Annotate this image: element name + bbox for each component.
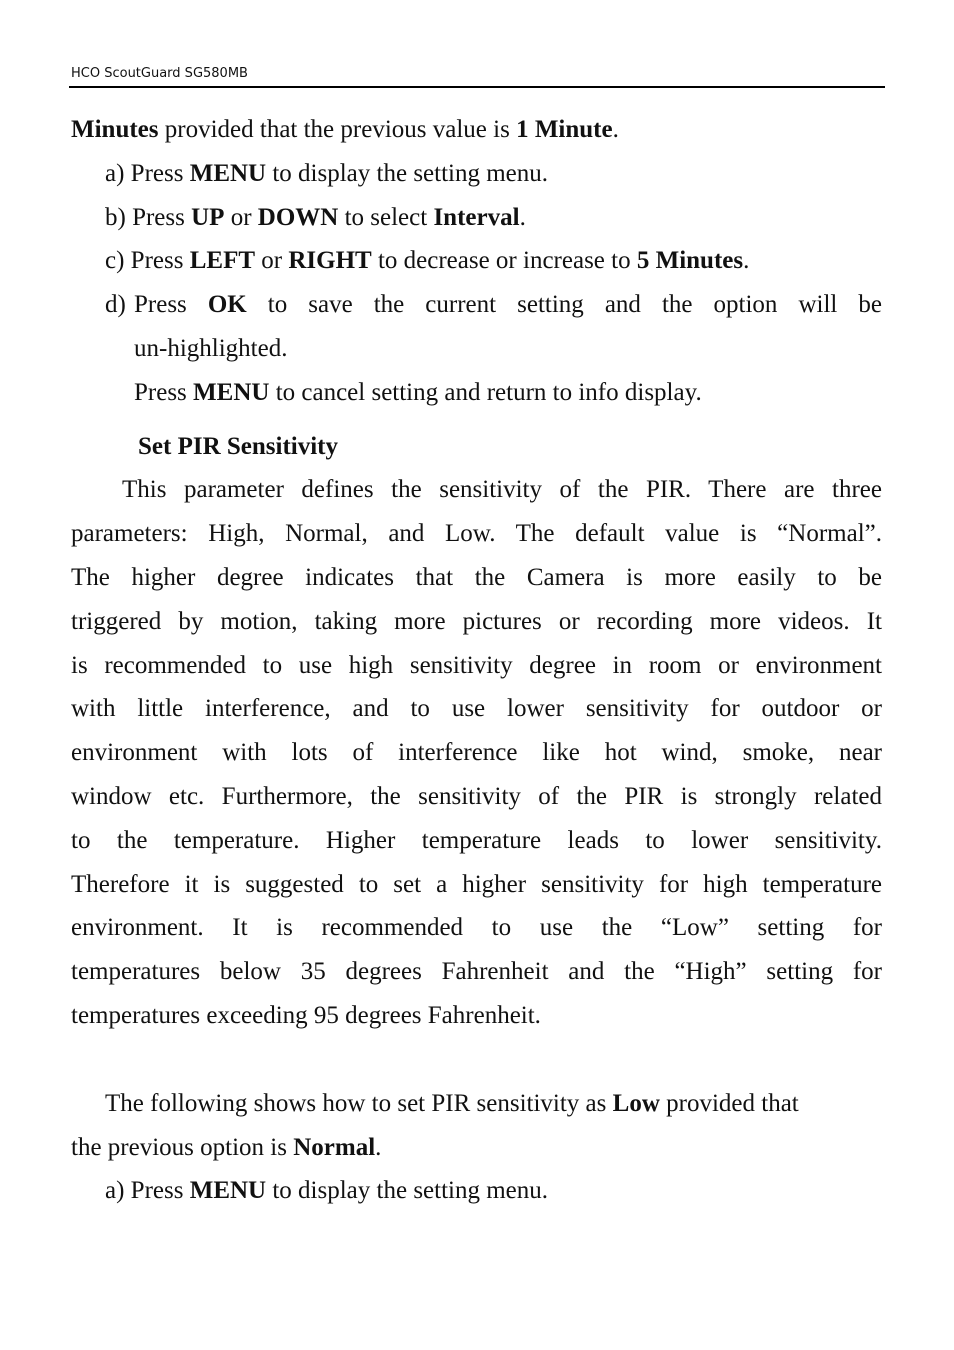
spacer — [71, 1038, 882, 1082]
step-d — [71, 283, 882, 327]
step-label: a) — [105, 1177, 125, 1205]
section-heading-text: Set PIR Sensitivity — [138, 432, 338, 460]
page-header: HCO ScoutGuard SG580MB — [71, 66, 248, 81]
option-interval: Interval — [433, 203, 520, 231]
step-text: or — [255, 247, 289, 275]
step-label: d) — [105, 291, 126, 319]
step-text: to cancel setting and return to info display. — [269, 378, 702, 406]
step-text: to select — [338, 203, 434, 231]
step-c — [71, 239, 882, 283]
value-low: Low — [612, 1089, 660, 1117]
paragraph-line: temperatures below 35 degrees Fahrenheit and the “High” setting for — [71, 958, 882, 986]
step-text: to display the setting menu. — [266, 1177, 549, 1205]
step-label: b) — [105, 203, 126, 231]
paragraph-line: The higher degree indicates that the Camera is more easily to be — [71, 563, 882, 591]
paragraph-line: with little interference, and to use lower sensitivity for outdoor or — [71, 695, 882, 723]
paragraph-line: window etc. Furthermore, the sensitivity of the PIR is strongly related — [71, 782, 882, 810]
paragraph-line: to the temperature. Higher temperature leads to lower sensitivity. — [71, 826, 882, 854]
body-text: . — [375, 1133, 382, 1161]
paragraph-line: environment with lots of interference like hot wind, smoke, near — [71, 739, 882, 767]
step-b — [71, 196, 882, 240]
paragraph-line: parameters: High, Normal, and Low. The default value is “Normal”. — [71, 520, 882, 548]
intro-bold-minutes: Minutes — [71, 116, 159, 143]
key-menu: MENU — [193, 378, 270, 406]
paragraph-line: environment. It is recommended to use the “Low” setting for — [71, 914, 882, 942]
step-text: . — [743, 247, 750, 275]
section-heading — [71, 425, 882, 469]
paragraph-line: is recommended to use high sensitivity degree in room or environment — [71, 651, 882, 679]
paragraph-line: This parameter defines the sensitivity of the PIR. There are three — [122, 476, 882, 504]
paragraph-line: Therefore it is suggested to set a higher sensitivity for high temperature — [71, 870, 882, 898]
value-normal: Normal — [293, 1133, 376, 1161]
step-a — [71, 152, 882, 196]
key-down: DOWN — [257, 203, 339, 231]
header-rule — [69, 86, 885, 88]
paragraph-line: temperatures exceeding 95 degrees Fahrenheit. — [71, 1001, 541, 1029]
paragraph-line: triggered by motion, taking more pictures or recording more videos. It — [71, 607, 882, 635]
step-text: Press — [134, 378, 194, 406]
step-text: Press — [125, 203, 192, 231]
intro-text: provided that the previous value is — [158, 116, 517, 143]
step-label: c) — [105, 247, 125, 275]
step-text: to display the setting menu. — [266, 159, 549, 187]
step-text: or — [224, 203, 258, 231]
step-text: Press — [124, 247, 190, 275]
body-text: provided that — [659, 1089, 799, 1117]
value-5-minutes: 5 Minutes — [636, 247, 744, 275]
body-text: the previous option is — [71, 1133, 294, 1161]
step-text: Press — [124, 1177, 190, 1205]
body-text: The following shows how to set PIR sensitivity as — [105, 1089, 613, 1117]
intro-line — [71, 108, 882, 152]
key-ok: OK — [207, 291, 247, 319]
step-text: to save the current setting and the option will be — [246, 291, 882, 319]
key-menu: MENU — [189, 159, 267, 187]
intro-period: . — [612, 116, 619, 143]
step-text: . — [519, 203, 526, 231]
step-label: a) — [105, 159, 125, 187]
key-right: RIGHT — [288, 247, 372, 275]
document-body — [71, 108, 882, 1213]
cancel-line — [71, 371, 882, 415]
step-d-text — [134, 283, 882, 327]
step-text: Press — [134, 291, 208, 319]
following-line-2 — [71, 1126, 882, 1170]
key-menu: MENU — [189, 1177, 267, 1205]
step-d-continued: un-highlighted. — [134, 334, 288, 362]
key-left: LEFT — [189, 247, 256, 275]
step-text: to decrease or increase to — [371, 247, 637, 275]
step-text: Press — [124, 159, 190, 187]
following-line — [71, 1082, 882, 1126]
step2-a — [71, 1169, 882, 1213]
intro-bold-value: 1 Minute — [516, 116, 613, 143]
key-up: UP — [191, 203, 225, 231]
